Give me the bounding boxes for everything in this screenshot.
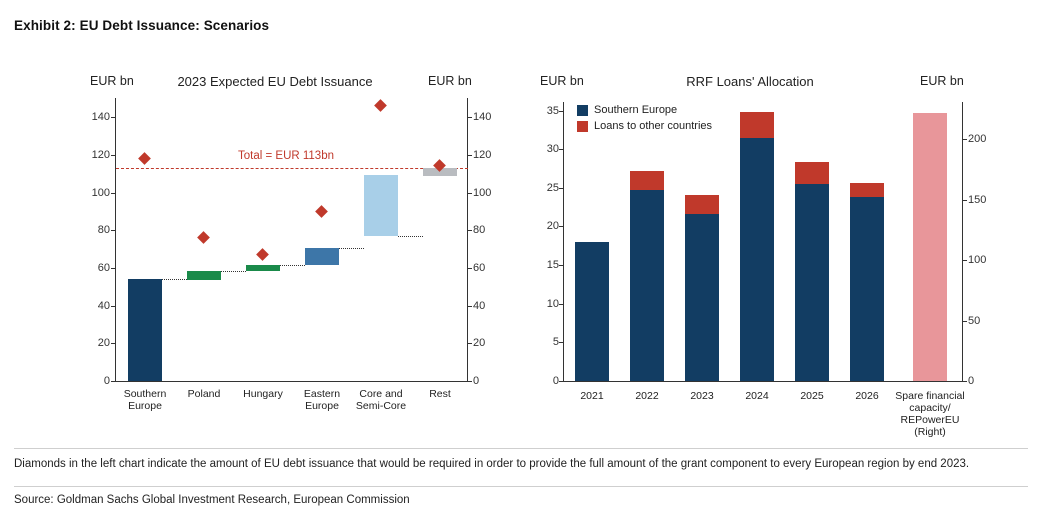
right-chart-tickmark — [559, 188, 563, 189]
left-chart-xlabel-eastern-europe: Eastern Europe — [303, 388, 341, 412]
right-chart-bar-2024-loans-to-other-countries[interactable] — [740, 112, 774, 138]
right-chart-plot — [515, 60, 1030, 440]
left-chart-tickmark-right — [468, 268, 472, 269]
left-chart-tickmark-right — [468, 343, 472, 344]
right-chart-bar-2025-loans-to-other-countries[interactable] — [795, 162, 829, 184]
left-chart-bar-hungary[interactable] — [246, 265, 280, 271]
right-chart-xlabel-2025: 2025 — [800, 390, 824, 402]
right-chart-ytick-30: 30 — [546, 143, 559, 155]
right-chart-bar-2021-southern-europe[interactable] — [575, 242, 609, 381]
legend-item-southern-europe — [577, 104, 712, 116]
right-chart-bar-2023-loans-to-other-countries[interactable] — [685, 195, 719, 214]
left-chart-ytick-right-60: 60 — [473, 262, 486, 274]
legend-swatch-loans-to-other-countries — [577, 121, 588, 132]
right-chart-xlabel-2026: 2026 — [855, 390, 879, 402]
left-chart-title: 2023 Expected EU Debt Issuance — [177, 74, 373, 89]
left-chart-connector — [221, 271, 246, 272]
left-chart-xlabel-core-and-semi-core: Core and Semi-Core — [355, 388, 407, 412]
right-chart-xlabel-spare-financial-capacity: Spare financial capacity/ REPowerEU (Right) — [895, 390, 965, 438]
right-chart-ytick-right-150: 150 — [968, 194, 987, 206]
left-chart-connector — [280, 265, 305, 266]
right-chart-x-axis — [563, 381, 963, 382]
right-chart-tickmark — [559, 304, 563, 305]
left-chart-left-axis-unit: EUR bn — [90, 74, 134, 88]
right-chart-left-axis-unit: EUR bn — [540, 74, 584, 88]
page-title: Exhibit 2: EU Debt Issuance: Scenarios — [14, 18, 270, 33]
right-chart-tickmark — [559, 381, 563, 382]
right-chart-xlabel-2023: 2023 — [690, 390, 714, 402]
left-chart-ytick-140: 140 — [91, 111, 110, 123]
left-chart-connector — [398, 236, 423, 237]
right-chart-tickmark-right — [963, 381, 967, 382]
left-chart-ytick-20: 20 — [97, 337, 110, 349]
left-chart-ytick-100: 100 — [91, 187, 110, 199]
legend-label-southern-europe: Southern Europe — [594, 104, 678, 116]
left-chart-tickmark — [111, 155, 115, 156]
left-chart-y-axis-right — [467, 98, 468, 382]
left-chart-ytick-40: 40 — [97, 300, 110, 312]
left-chart-ytick-0: 0 — [103, 375, 110, 387]
left-chart-bar-southern-europe[interactable] — [128, 279, 162, 381]
right-chart-bar-2023-southern-europe[interactable] — [685, 214, 719, 381]
footnote-divider-bottom — [14, 486, 1028, 487]
right-chart-bar-2026-southern-europe[interactable] — [850, 197, 884, 381]
right-chart-tickmark-right — [963, 260, 967, 261]
right-chart-ytick-right-200: 200 — [968, 133, 987, 145]
left-chart-diamond-poland — [197, 231, 210, 244]
right-chart-panel — [515, 60, 1030, 440]
right-chart-xlabel-2022: 2022 — [635, 390, 659, 402]
left-chart-tickmark — [111, 381, 115, 382]
left-chart-xlabel-hungary: Hungary — [243, 388, 283, 400]
chart-footnote: Diamonds in the left chart indicate the amount of EU debt issuance that would be required in order to provide the full amount of the grant component to every European region by end 2023. — [14, 458, 970, 470]
left-chart-y-axis — [115, 98, 116, 382]
right-chart-ytick-20: 20 — [546, 220, 559, 232]
left-chart-tickmark — [111, 230, 115, 231]
legend-label-loans-to-other-countries: Loans to other countries — [594, 120, 713, 132]
left-chart-total-label: Total = EUR 113bn — [238, 150, 334, 162]
left-chart-diamond-core-and-semi-core — [374, 99, 387, 112]
left-chart-diamond-eastern-europe — [315, 205, 328, 218]
left-chart-ytick-right-40: 40 — [473, 300, 486, 312]
right-chart-tickmark — [559, 226, 563, 227]
left-chart-connector — [162, 279, 187, 280]
right-chart-ytick-15: 15 — [546, 259, 559, 271]
right-chart-ytick-35: 35 — [546, 105, 559, 117]
left-chart-plot — [10, 60, 510, 440]
left-chart-tickmark-right — [468, 193, 472, 194]
right-chart-bar-2022-loans-to-other-countries[interactable] — [630, 171, 664, 190]
left-chart-xlabel-southern-europe: Southern Europe — [123, 388, 167, 412]
right-chart-title: RRF Loans' Allocation — [686, 74, 814, 89]
left-chart-bar-poland[interactable] — [187, 271, 221, 280]
left-chart-ytick-right-80: 80 — [473, 224, 486, 236]
left-chart-ytick-right-0: 0 — [473, 375, 480, 387]
left-chart-tickmark — [111, 117, 115, 118]
right-chart-y-axis — [563, 102, 564, 382]
left-chart-tickmark — [111, 268, 115, 269]
left-chart-tickmark-right — [468, 155, 472, 156]
left-chart-xlabel-poland: Poland — [187, 388, 221, 400]
left-chart-total-line — [116, 168, 468, 169]
left-chart-ytick-60: 60 — [97, 262, 110, 274]
right-chart-bar-2022-southern-europe[interactable] — [630, 190, 664, 381]
left-chart-right-axis-unit: EUR bn — [428, 74, 472, 88]
right-chart-bar-2026-loans-to-other-countries[interactable] — [850, 183, 884, 197]
left-chart-ytick-right-100: 100 — [473, 187, 492, 199]
left-chart-connector — [339, 248, 364, 249]
right-chart-bar-2025-southern-europe[interactable] — [795, 184, 829, 381]
left-chart-ytick-120: 120 — [91, 149, 110, 161]
right-chart-tickmark — [559, 342, 563, 343]
right-chart-ytick-right-100: 100 — [968, 254, 987, 266]
footnote-divider-top — [14, 448, 1028, 449]
right-chart-legend — [577, 104, 712, 136]
right-chart-bar-spare-financial-capacity[interactable] — [913, 113, 947, 381]
chart-source: Source: Goldman Sachs Global Investment Research, European Commission — [14, 494, 410, 506]
left-chart-tickmark-right — [468, 381, 472, 382]
right-chart-y-axis-right — [962, 102, 963, 382]
left-chart-x-axis — [115, 381, 468, 382]
left-chart-xlabel-rest: Rest — [429, 388, 451, 400]
left-chart-ytick-right-20: 20 — [473, 337, 486, 349]
legend-swatch-southern-europe — [577, 105, 588, 116]
right-chart-bar-2024-southern-europe[interactable] — [740, 138, 774, 381]
left-chart-diamond-southern-europe — [138, 152, 151, 165]
right-chart-tickmark-right — [963, 139, 967, 140]
left-chart-tickmark-right — [468, 230, 472, 231]
right-chart-ytick-0: 0 — [552, 375, 559, 387]
right-chart-ytick-25: 25 — [546, 182, 559, 194]
right-chart-ytick-right-50: 50 — [968, 315, 981, 327]
right-chart-tickmark — [559, 149, 563, 150]
left-chart-tickmark-right — [468, 117, 472, 118]
right-chart-tickmark-right — [963, 321, 967, 322]
right-chart-tickmark — [559, 111, 563, 112]
left-chart-tickmark-right — [468, 306, 472, 307]
right-chart-xlabel-2021: 2021 — [580, 390, 604, 402]
left-chart-ytick-right-120: 120 — [473, 149, 492, 161]
right-chart-right-axis-unit: EUR bn — [920, 74, 964, 88]
left-chart-tickmark — [111, 343, 115, 344]
left-chart-tickmark — [111, 306, 115, 307]
right-chart-ytick-10: 10 — [546, 298, 559, 310]
right-chart-ytick-right-0: 0 — [968, 375, 975, 387]
right-chart-tickmark — [559, 265, 563, 266]
legend-item-loans-to-other-countries — [577, 120, 712, 132]
left-chart-panel — [10, 60, 510, 440]
left-chart-diamond-hungary — [256, 248, 269, 261]
left-chart-bar-eastern-europe[interactable] — [305, 248, 339, 265]
left-chart-tickmark — [111, 193, 115, 194]
right-chart-ytick-5: 5 — [552, 336, 559, 348]
left-chart-ytick-80: 80 — [97, 224, 110, 236]
right-chart-tickmark-right — [963, 200, 967, 201]
left-chart-bar-core-and-semi-core[interactable] — [364, 175, 398, 236]
left-chart-ytick-right-140: 140 — [473, 111, 492, 123]
right-chart-xlabel-2024: 2024 — [745, 390, 769, 402]
